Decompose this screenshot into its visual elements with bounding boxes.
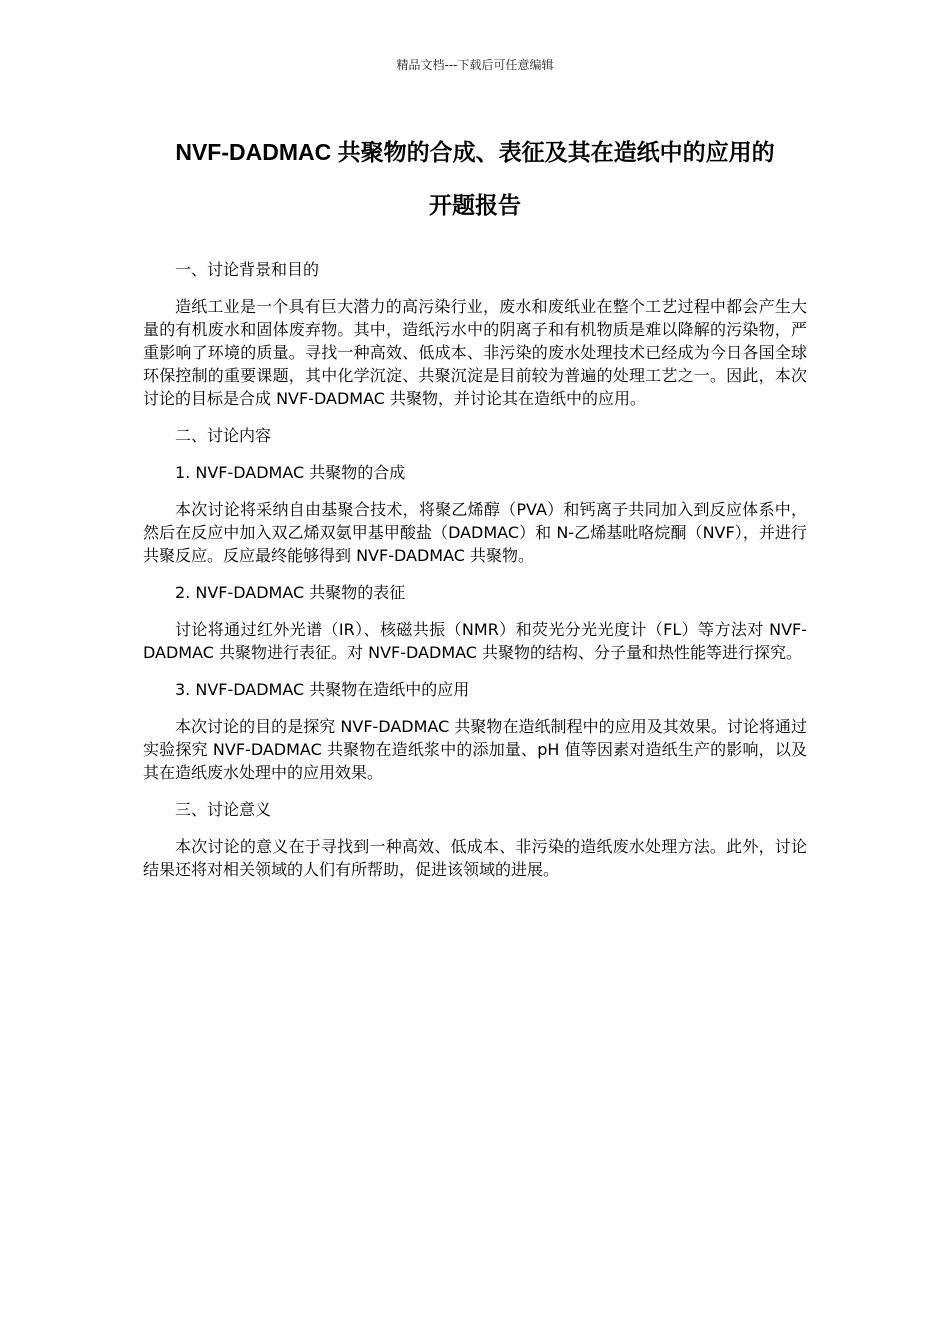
title-line-2: 开题报告 — [429, 192, 521, 218]
document-title — [120, 132, 830, 225]
section-1-heading: 一、讨论背景和目的 — [175, 260, 320, 279]
subsection-2-2-paragraph: 讨论将通过红外光谱（IR）、核磁共振（NMR）和荧光分光光度计（FL）等方法对 NVF-DADMAC 共聚物进行表征。对 NVF-DADMAC 共聚物的结构、分子量和热性能等进行探究。 — [143, 620, 807, 662]
title-line-1: NVF-DADMAC 共聚物的合成、表征及其在造纸中的应用的 — [175, 139, 775, 165]
subsection-2-3-heading: 3. NVF-DADMAC 共聚物在造纸中的应用 — [175, 680, 470, 699]
section-2-heading: 二、讨论内容 — [175, 426, 272, 445]
section-3-heading: 三、讨论意义 — [175, 800, 272, 819]
section-1-paragraph: 造纸工业是一个具有巨大潜力的高污染行业，废水和废纸业在整个工艺过程中都会产生大量的有机废水和固体废弃物。其中，造纸污水中的阴离子和有机物质是难以降解的污染物，严重影响了环境的质量。寻找一种高效、低成本、非污染的废水处理技术已经成为今日各国全球环保控制的重要课题，其中化学沉淀、共聚沉淀是目前较为普遍的处理工艺之一。因此，本次讨论的目标是合成 NVF-DADMAC 共聚物，并讨论其在造纸中的应用。 — [143, 297, 807, 408]
header-note: 精品文档---下载后可任意编辑 — [396, 58, 554, 72]
subsection-2-3-paragraph: 本次讨论的目的是探究 NVF-DADMAC 共聚物在造纸制程中的应用及其效果。讨论将通过实验探究 NVF-DADMAC 共聚物在造纸浆中的添加量、pH 值等因素对造纸生产的影响，以及其在造纸废水处理中的应用效果。 — [143, 717, 807, 782]
document-body — [143, 258, 807, 895]
section-3-paragraph: 本次讨论的意义在于寻找到一种高效、低成本、非污染的造纸废水处理方法。此外，讨论结果还将对相关领域的人们有所帮助，促进该领域的进展。 — [143, 837, 807, 879]
subsection-2-1-heading: 1. NVF-DADMAC 共聚物的合成 — [175, 463, 406, 482]
subsection-2-2-heading: 2. NVF-DADMAC 共聚物的表征 — [175, 583, 406, 602]
subsection-2-1-paragraph: 本次讨论将采纳自由基聚合技术，将聚乙烯醇（PVA）和钙离子共同加入到反应体系中，然后在反应中加入双乙烯双氨甲基甲酸盐（DADMAC）和 N-乙烯基吡咯烷酮（NVF），并进行共聚反应。反应最终能够得到 NVF-DADMAC 共聚物。 — [143, 500, 807, 565]
